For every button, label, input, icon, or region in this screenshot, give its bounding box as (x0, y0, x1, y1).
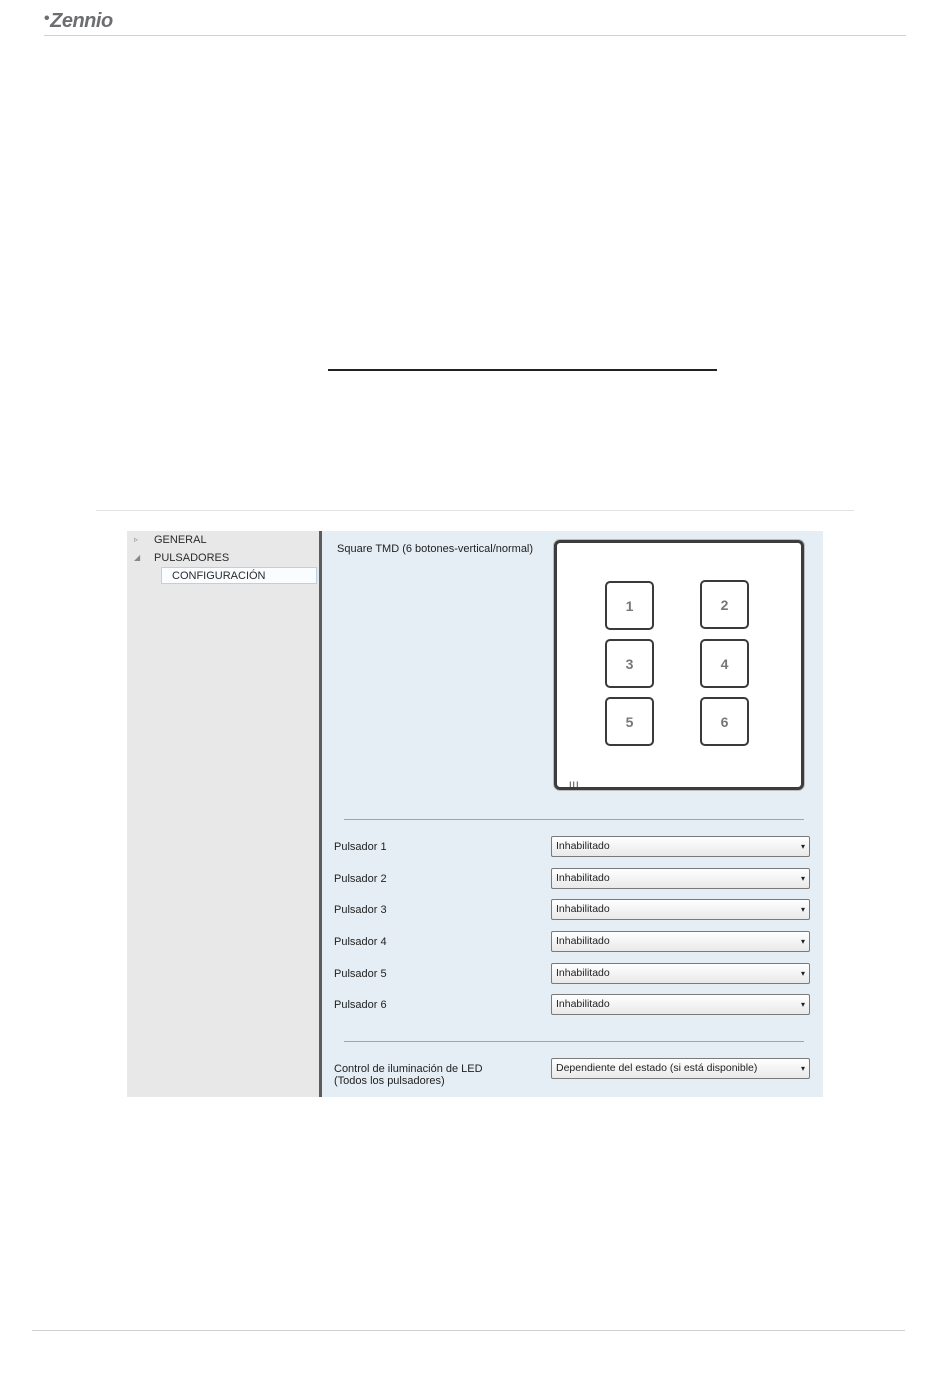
pulsador-2-label: Pulsador 2 (334, 873, 387, 885)
header-divider (44, 35, 906, 36)
dropdown-arrow-icon: ▾ (800, 1000, 805, 1009)
footer-divider (32, 1330, 905, 1331)
device-button-3: 3 (605, 639, 654, 688)
pulsador-1-select[interactable]: Inhabilitado ▾ (551, 836, 810, 857)
black-divider (328, 369, 717, 371)
dropdown-arrow-icon: ▾ (800, 905, 805, 914)
device-button-1: 1 (605, 581, 654, 630)
pulsador-2-select[interactable]: Inhabilitado ▾ (551, 868, 810, 889)
device-button-6: 6 (700, 697, 749, 746)
device-preview (554, 540, 804, 790)
pulsador-4-select[interactable]: Inhabilitado ▾ (551, 931, 810, 952)
section-divider (96, 510, 854, 511)
parameter-tree: ▹ GENERAL ◢ PULSADORES CONFIGURACIÓN (127, 531, 319, 1097)
expanded-arrow-icon[interactable]: ◢ (134, 553, 141, 562)
dropdown-arrow-icon: ▾ (800, 1064, 805, 1073)
dropdown-arrow-icon: ▾ (800, 937, 805, 946)
pulsador-3-select[interactable]: Inhabilitado ▾ (551, 899, 810, 920)
device-title: Square TMD (6 botones-vertical/normal) (337, 543, 534, 555)
pulsador-5-select[interactable]: Inhabilitado ▾ (551, 963, 810, 984)
tree-item-configuracion[interactable]: CONFIGURACIÓN (161, 567, 317, 584)
pulsador-6-label: Pulsador 6 (334, 999, 387, 1011)
panel-divider-top (344, 819, 804, 820)
collapsed-arrow-icon[interactable]: ▹ (134, 535, 139, 544)
parameter-panel (322, 531, 823, 1097)
ets-parameter-window (127, 531, 823, 1097)
pulsador-4-label: Pulsador 4 (334, 936, 387, 948)
dropdown-arrow-icon: ▾ (800, 842, 805, 851)
device-button-4: 4 (700, 639, 749, 688)
led-control-select[interactable]: Dependiente del estado (si está disponible) ▾ (551, 1058, 810, 1079)
pulsador-3-label: Pulsador 3 (334, 904, 387, 916)
pulsador-6-select[interactable]: Inhabilitado ▾ (551, 994, 810, 1015)
dropdown-arrow-icon: ▾ (800, 874, 805, 883)
led-control-label: Control de iluminación de LED (Todos los pulsadores) (334, 1063, 483, 1087)
panel-divider-bottom (344, 1041, 804, 1042)
dropdown-arrow-icon: ▾ (800, 969, 805, 978)
pulsador-5-label: Pulsador 5 (334, 968, 387, 980)
device-button-5: 5 (605, 697, 654, 746)
device-orientation-mark: III (569, 780, 580, 790)
pulsador-1-label: Pulsador 1 (334, 841, 387, 853)
device-button-2: 2 (700, 580, 749, 629)
zennio-logo: •Zennio (44, 10, 113, 32)
